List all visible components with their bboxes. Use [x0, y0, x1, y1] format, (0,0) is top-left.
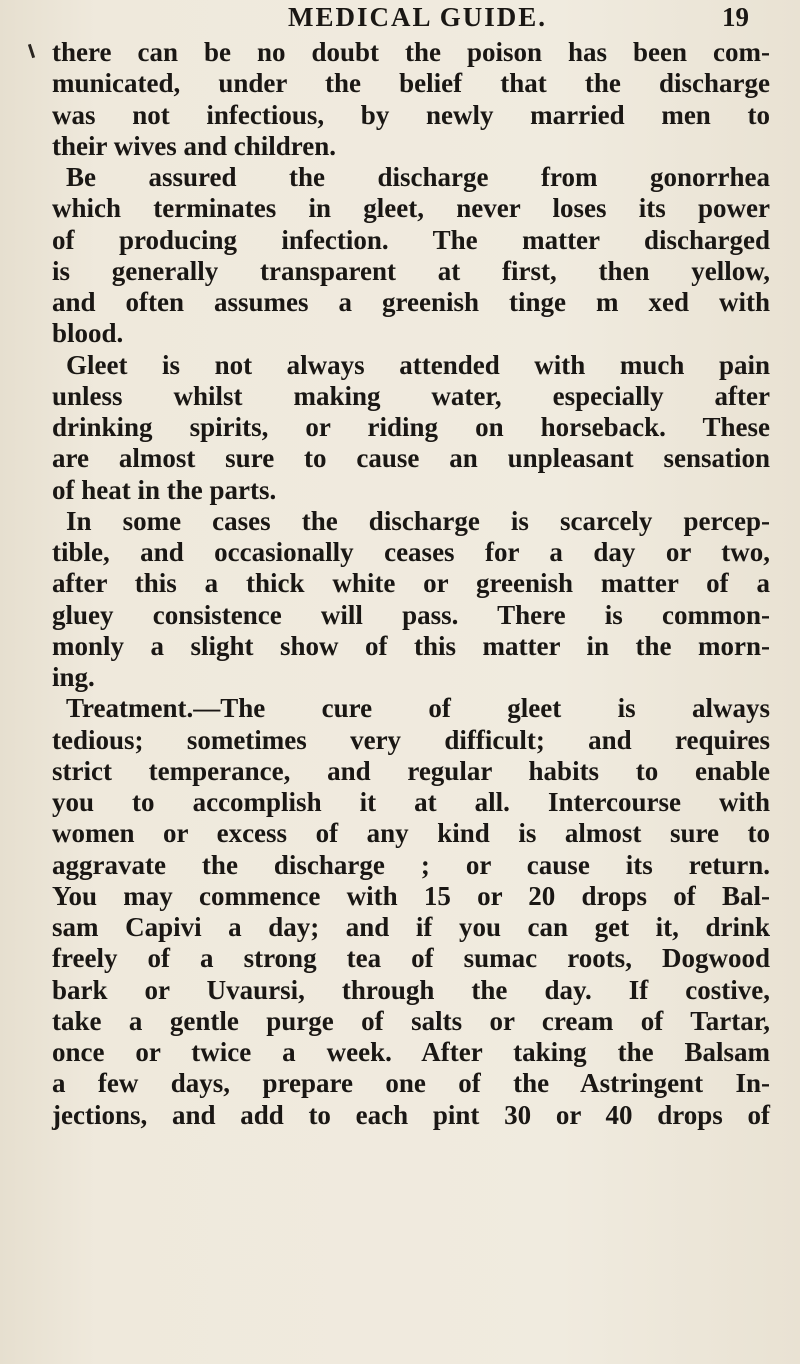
text-line: Be assured the discharge from gonorrhea: [66, 162, 770, 192]
text-line: monly a slight show of this matter in the morn-: [52, 630, 770, 661]
running-head: MEDICAL GUIDE.: [288, 2, 548, 32]
text-line: ing.: [52, 662, 95, 692]
page-header: [0, 2, 800, 32]
text-line: bark or Uvaursi, through the day. If costive,: [52, 974, 770, 1005]
text-line: Gleet is not always attended with much pain: [66, 349, 770, 380]
text-line: a few days, prepare one of the Astringent In-: [52, 1068, 770, 1099]
text-line: once or twice a week. After taking the Balsam: [52, 1037, 770, 1067]
text-line: there can be no doubt the poison has been com-: [52, 37, 770, 67]
text-line: blood.: [52, 318, 124, 349]
text-line: tible, and occasionally ceases for a day or two,: [52, 537, 770, 567]
text-line: after this a thick white or greenish matter of a: [52, 568, 770, 599]
text-line: of producing infection. The matter discharged: [52, 224, 770, 255]
text-line: tedious; sometimes very difficult; and requires: [52, 724, 770, 755]
text-line: their wives and children.: [52, 130, 337, 161]
margin-mark: [28, 44, 35, 58]
text-line: strict temperance, and regular habits to enable: [52, 755, 770, 786]
text-line: you to accomplish it at all. Intercourse with: [52, 787, 770, 817]
text-line: take a gentle purge of salts or cream of Tartar,: [52, 1005, 770, 1036]
text-line: are almost sure to cause an unpleasant sensation: [52, 443, 770, 474]
body-text: [52, 37, 770, 1131]
text-line: was not infectious, by newly married men to: [52, 99, 770, 130]
treatment-heading-line: Treatment.—The cure of gleet is always: [66, 693, 770, 724]
text-line: In some cases the discharge is scarcely percep-: [66, 505, 770, 536]
text-line: and often assumes a greenish tinge m xed with: [52, 287, 770, 317]
text-line: sam Capivi a day; and if you can get it, drink: [52, 912, 770, 942]
text-line: jections, and add to each pint 30 or 40 drops of: [52, 1099, 770, 1130]
text-line: municated, under the belief that the discharge: [52, 68, 770, 99]
text-line: aggravate the discharge ; or cause its return.: [52, 849, 770, 880]
text-line: unless whilst making water, especially after: [52, 380, 770, 411]
text-line: women or excess of any kind is almost sure to: [52, 818, 770, 849]
text-line: freely of a strong tea of sumac roots, Dogwood: [52, 943, 770, 974]
text-line: is generally transparent at first, then yellow,: [52, 255, 770, 286]
text-line: which terminates in gleet, never loses its power: [52, 193, 770, 224]
text-line: drinking spirits, or riding on horseback. These: [52, 412, 770, 442]
page-number: 19: [722, 2, 749, 32]
text-line: You may commence with 15 or 20 drops of Bal-: [52, 880, 770, 911]
text-line: gluey consistence will pass. There is common-: [52, 599, 770, 630]
text-line: of heat in the parts.: [52, 474, 277, 505]
